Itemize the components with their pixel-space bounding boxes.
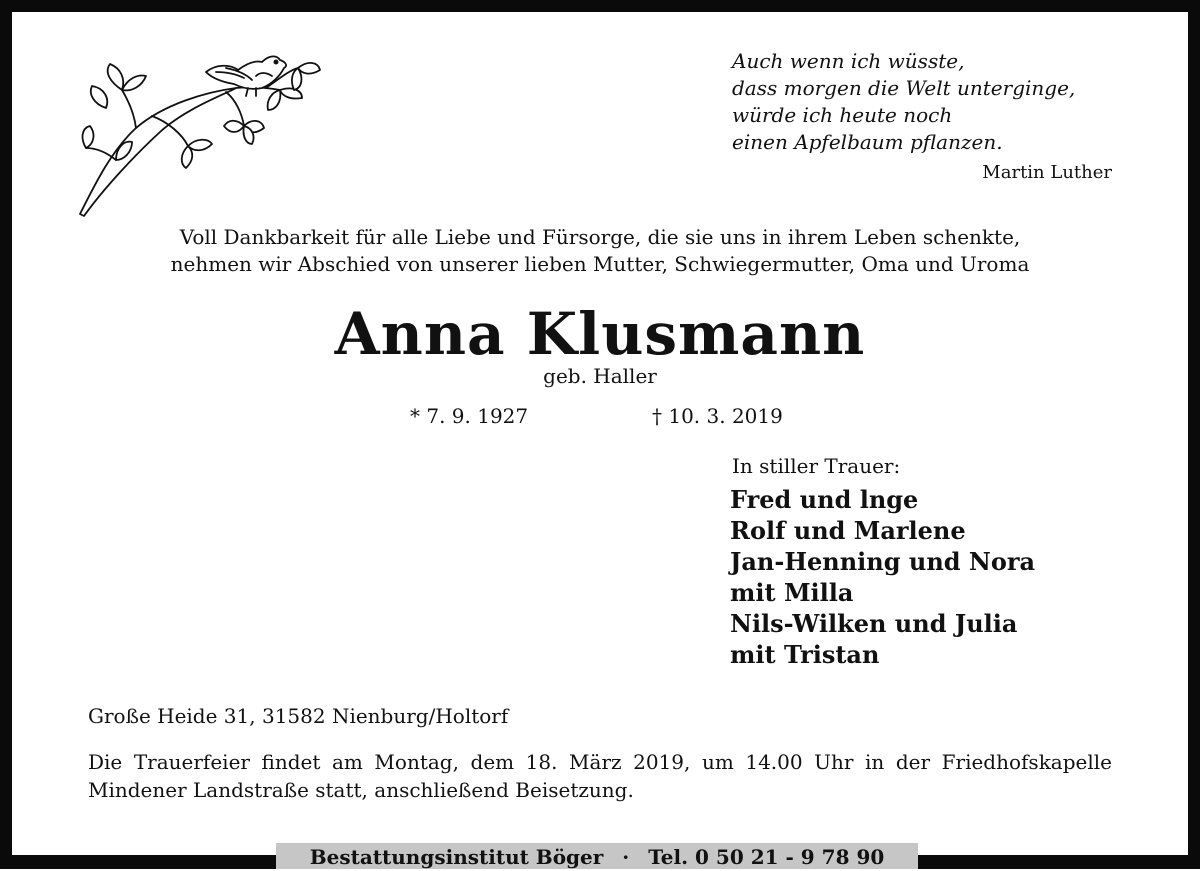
separator: ·: [622, 845, 630, 869]
quote-line: einen Apfelbaum pflanzen.: [732, 130, 1003, 154]
address: Große Heide 31, 31582 Nienburg/Holtorf: [88, 704, 509, 728]
quote-line: Auch wenn ich wüsste,: [732, 49, 965, 73]
undertaker-bar: [276, 843, 918, 869]
quote-line: dass morgen die Welt unterginge,: [732, 76, 1076, 100]
mourners-list: [730, 484, 1035, 670]
deceased-name: Anna Klusmann: [334, 300, 866, 368]
death-date: † 10. 3. 2019: [652, 404, 783, 428]
mourner-line: mit Tristan: [730, 640, 880, 669]
funeral-info: Die Trauerfeier findet am Montag, dem 18. März 2019, um 14.00 Uhr in der Friedhofskapelle Mindener Landstraße statt, anschließend Beisetzung.: [88, 750, 1112, 802]
bird-on-branch-icon: [76, 42, 326, 218]
quote-author: Martin Luther: [982, 162, 1112, 183]
intro-line: Voll Dankbarkeit für alle Liebe und Fürsorge, die sie uns in ihrem Leben schenkte,: [179, 225, 1021, 249]
intro-line: nehmen wir Abschied von unserer lieben Mutter, Schwiegermutter, Oma und Uroma: [170, 252, 1030, 276]
maiden-name: geb. Haller: [543, 364, 657, 388]
mourner-line: Rolf und Marlene: [730, 516, 966, 545]
birth-date: * 7. 9. 1927: [410, 404, 529, 428]
intro-text: [0, 224, 1200, 278]
mourner-line: Nils-Wilken und Julia: [730, 609, 1018, 638]
undertaker-name: Bestattungsinstitut Böger: [309, 845, 604, 869]
quote: [732, 48, 1112, 156]
mourner-line: Jan-Henning und Nora: [730, 547, 1036, 576]
mourning-label: In stiller Trauer:: [732, 454, 901, 478]
quote-line: würde ich heute noch: [732, 103, 953, 127]
mourner-line: mit Milla: [730, 578, 854, 607]
undertaker-phone: Tel. 0 50 21 - 9 78 90: [648, 845, 885, 869]
mourner-line: Fred und lnge: [730, 485, 919, 514]
